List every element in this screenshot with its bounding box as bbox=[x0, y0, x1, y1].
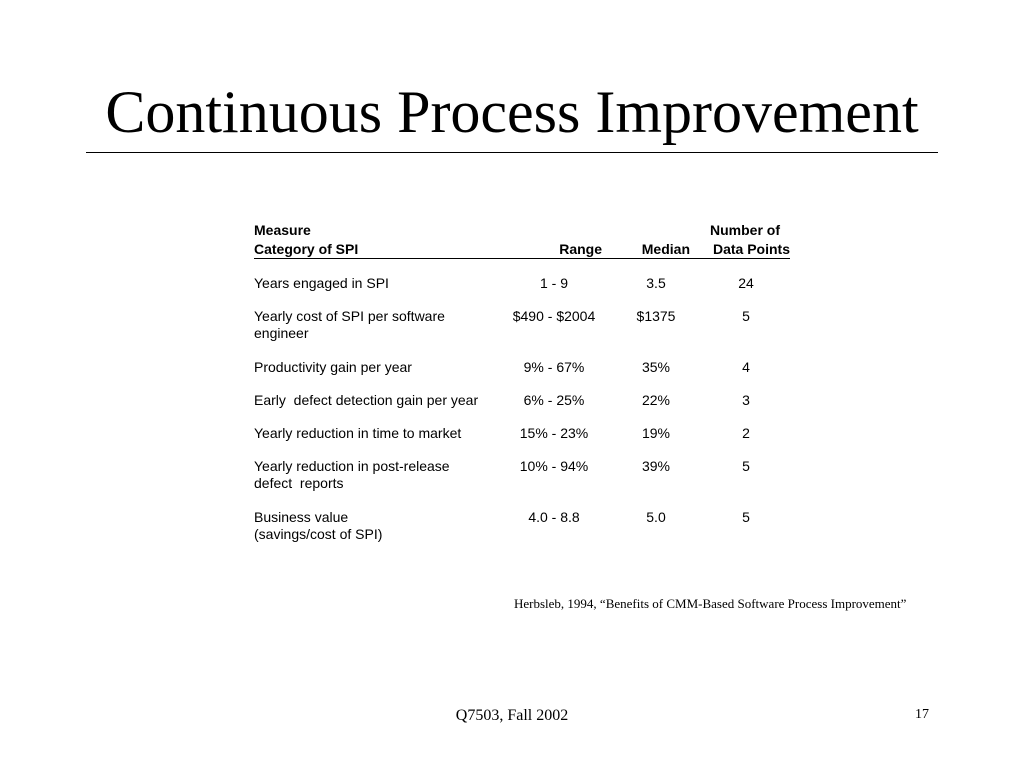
cell-range: $490 - $2004 bbox=[512, 308, 596, 324]
cell-measure: Early defect detection gain per year bbox=[254, 392, 479, 408]
cell-points: 5 bbox=[742, 458, 750, 474]
slide-title: Continuous Process Improvement bbox=[105, 79, 919, 145]
cell-measure: Business value (savings/cost of SPI) bbox=[254, 509, 383, 542]
header-median: Median bbox=[614, 241, 702, 259]
cell-points: 4 bbox=[742, 359, 750, 375]
title-divider bbox=[86, 152, 938, 153]
page-number: 17 bbox=[915, 707, 929, 722]
cell-measure: Productivity gain per year bbox=[254, 359, 412, 375]
cell-points: 5 bbox=[742, 308, 750, 324]
header-measure: Measure bbox=[254, 222, 311, 238]
cell-points: 24 bbox=[738, 275, 754, 291]
cell-median: 19% bbox=[641, 425, 671, 441]
header-range: Range bbox=[506, 241, 614, 259]
cell-median: 22% bbox=[641, 392, 671, 408]
header-category: Category of SPI bbox=[254, 241, 506, 259]
cell-range: 9% - 67% bbox=[523, 359, 585, 375]
cell-median: 39% bbox=[641, 458, 671, 474]
cell-range: 4.0 - 8.8 bbox=[528, 509, 580, 525]
cell-range: 10% - 94% bbox=[519, 458, 589, 474]
cell-measure: Yearly reduction in time to market bbox=[254, 425, 462, 441]
header-points-line2: Data Points bbox=[702, 241, 790, 259]
cell-points: 2 bbox=[742, 425, 750, 441]
cell-measure: Years engaged in SPI bbox=[254, 275, 389, 291]
cell-median: 5.0 bbox=[646, 509, 666, 525]
cell-range: 1 - 9 bbox=[539, 275, 568, 291]
cell-points: 5 bbox=[742, 509, 750, 525]
cell-range: 15% - 23% bbox=[519, 425, 589, 441]
cell-measure: Yearly cost of SPI per software engineer bbox=[254, 308, 445, 341]
cell-median: 35% bbox=[641, 359, 671, 375]
cell-median: 3.5 bbox=[646, 275, 666, 291]
slide-footer: Q7503, Fall 2002 bbox=[455, 707, 569, 724]
cell-median: $1375 bbox=[636, 308, 676, 324]
cell-measure: Yearly reduction in post-release defect reports bbox=[254, 458, 450, 491]
cell-range: 6% - 25% bbox=[523, 392, 585, 408]
header-points-line1: Number of bbox=[710, 222, 780, 238]
source-citation: Herbsleb, 1994, “Benefits of CMM-Based Software Process Improvement” bbox=[514, 596, 907, 611]
cell-points: 3 bbox=[742, 392, 750, 408]
